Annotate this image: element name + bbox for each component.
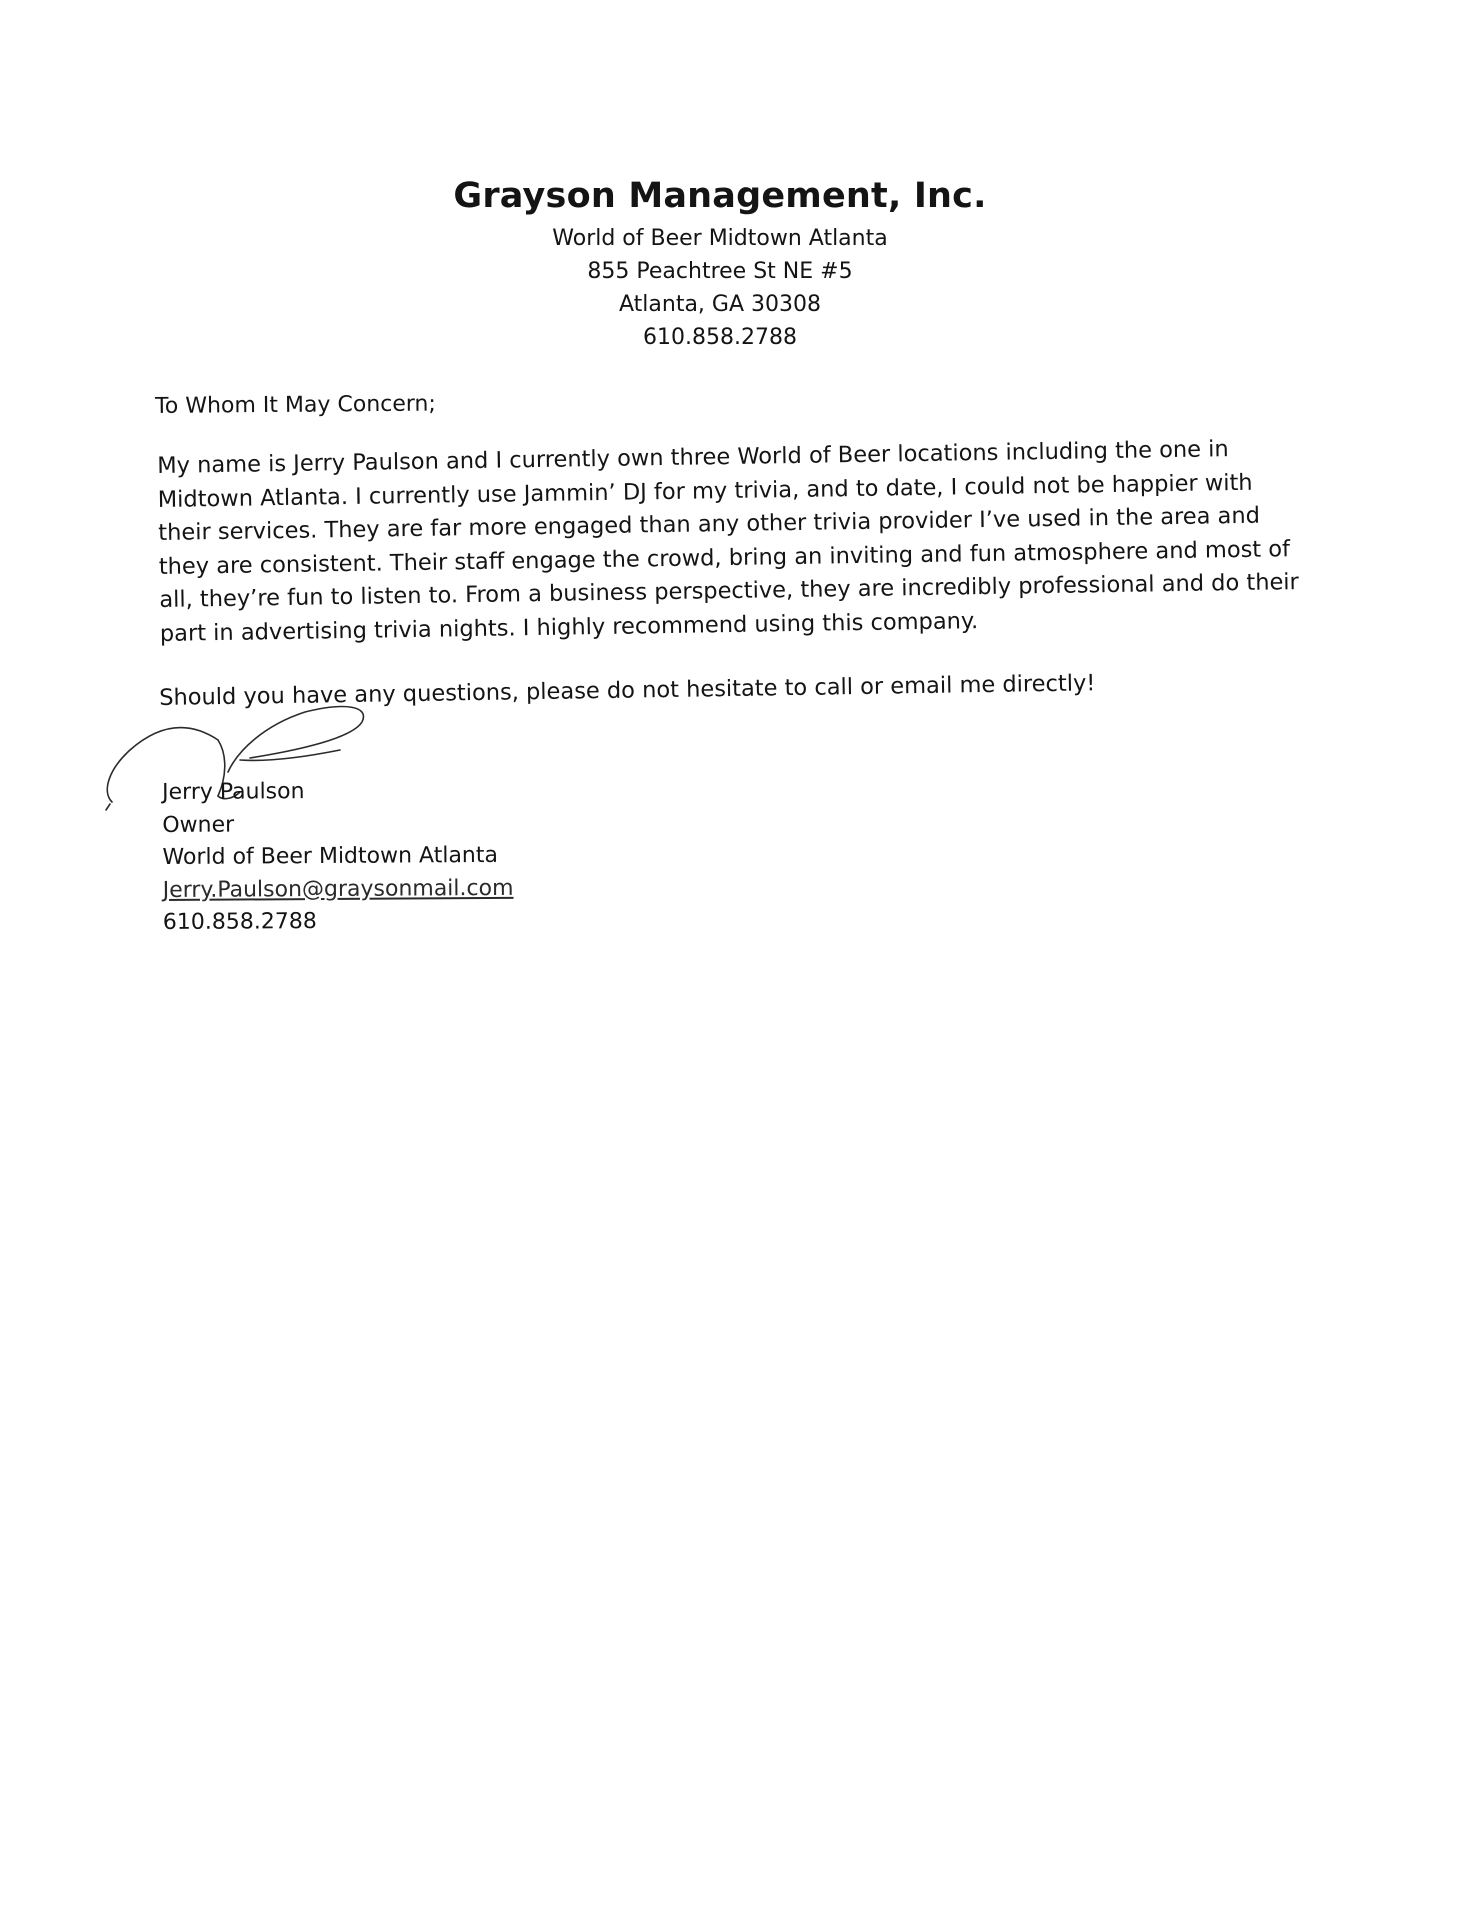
signature-block xyxy=(162,775,514,940)
signer-email-link[interactable]: Jerry.Paulson@graysonmail.com xyxy=(162,875,514,903)
letterhead-street: 855 Peachtree St NE #5 xyxy=(587,259,853,284)
letterhead-location: World of Beer Midtown Atlanta xyxy=(552,226,888,251)
signer-phone: 610.858.2788 xyxy=(162,909,317,935)
signer-title: Owner xyxy=(162,812,235,838)
signer-name: Jerry Paulson xyxy=(162,779,305,805)
letterhead-city: Atlanta, GA 30308 xyxy=(619,292,821,317)
company-name: Grayson Management, Inc. xyxy=(453,176,987,216)
letter-body: My name is Jerry Paulson and I currently own three World of Beer locations including the one in Midtown Atlanta. I currently use Jammin’ DJ for my trivia, and to date, I could not be happier with their services. They are far more engaged than any other trivia provider I’ve used in the area and they are consistent. Their staff engage the crowd, bring an inviting and fun atmosphere and most of all, they’re fun to listen to. From a business perspective, they are incredibly professional and do their part in advertising trivia nights. I highly recommend using this company. xyxy=(157,436,1300,647)
signer-company: World of Beer Midtown Atlanta xyxy=(162,842,499,870)
letterhead-phone: 610.858.2788 xyxy=(643,325,797,350)
salutation: To Whom It May Concern; xyxy=(155,391,436,419)
closing-line: Should you have any questions, please do not hesitate to call or email me directly! xyxy=(159,670,1096,711)
letterhead xyxy=(0,172,1440,354)
